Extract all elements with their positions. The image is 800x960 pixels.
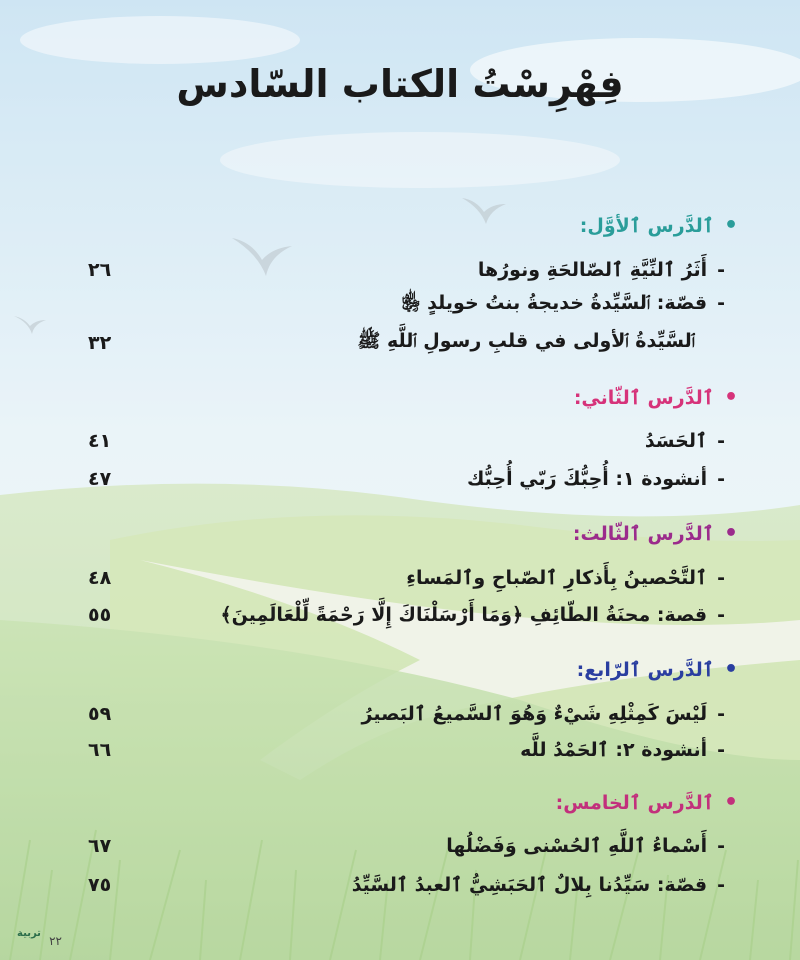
toc-entry[interactable] bbox=[88, 735, 725, 765]
entry-page: ٣٢ bbox=[88, 332, 112, 354]
toc-entry[interactable] bbox=[88, 870, 725, 900]
dash-icon: - bbox=[717, 835, 725, 857]
entry-title: أنشودة ٢: ٱلحَمْدُ للَّه bbox=[520, 739, 708, 761]
entry-page: ٢٦ bbox=[88, 259, 112, 281]
lesson-2-title: ٱلدَّرس ٱلثّاني: bbox=[573, 387, 714, 409]
bullet-icon: • bbox=[723, 790, 738, 815]
lesson-2-heading bbox=[574, 387, 738, 409]
bullet-icon: • bbox=[723, 657, 738, 682]
publisher-logo: تربية bbox=[17, 928, 41, 939]
toc-entry[interactable] bbox=[88, 600, 725, 630]
toc-entry[interactable] bbox=[88, 255, 725, 285]
lesson-4-heading bbox=[577, 659, 738, 681]
entry-page: ٦٧ bbox=[88, 835, 112, 857]
toc-entry[interactable] bbox=[88, 328, 695, 358]
entry-page: ٤٧ bbox=[88, 468, 112, 490]
dash-icon: - bbox=[717, 468, 725, 490]
dash-icon: - bbox=[717, 430, 725, 452]
bullet-icon: • bbox=[723, 521, 738, 546]
entry-page: ٥٥ bbox=[88, 604, 112, 626]
toc-entry[interactable] bbox=[88, 464, 725, 494]
toc-entry[interactable] bbox=[88, 426, 725, 456]
entry-title: قصة: محنَةُ الطّائِفِ ﴿وَمَا أَرْسَلْنَاكَ إِلَّا رَحْمَةً لِّلْعَالَمِينَ﴾ bbox=[220, 604, 708, 626]
bullet-icon: • bbox=[723, 213, 738, 238]
lesson-1-heading bbox=[580, 215, 738, 237]
dash-icon: - bbox=[717, 874, 725, 896]
bullet-icon: • bbox=[723, 385, 738, 410]
lesson-3-heading bbox=[573, 523, 738, 545]
toc-entry[interactable] bbox=[88, 290, 725, 320]
dash-icon: - bbox=[717, 604, 725, 626]
dash-icon: - bbox=[717, 259, 725, 281]
lesson-5-title: ٱلدَّرس ٱلخامس: bbox=[555, 792, 714, 814]
lesson-3-title: ٱلدَّرس ٱلثّالث: bbox=[572, 523, 714, 545]
entry-title: ٱلتَّحْصينُ بِأَذكارِ ٱلصّباحِ وٱلمَساءِ bbox=[406, 567, 708, 589]
toc-entry[interactable] bbox=[88, 699, 725, 729]
page-title: فِهْرِسْتُ الكتاب السّادس bbox=[176, 62, 624, 106]
toc-entry[interactable] bbox=[88, 831, 725, 861]
entry-page: ٤١ bbox=[88, 430, 112, 452]
lesson-4-title: ٱلدَّرس ٱلرّابع: bbox=[576, 659, 714, 681]
entry-page: ٧٥ bbox=[88, 874, 112, 896]
entry-title: قصّة: سَيِّدُنا بِلالٌ ٱلحَبَشِيُّ ٱلعبدُ ٱلسَّيِّدُ bbox=[351, 874, 708, 896]
lesson-1-title: ٱلدَّرس ٱلأوَّل: bbox=[579, 215, 714, 237]
entry-title: ٱلسَّيِّدةُ ٱلأولى في قلبِ رسولِ ٱللَّهِ ﷺ bbox=[357, 330, 695, 352]
entry-page: ٤٨ bbox=[88, 567, 112, 589]
dash-icon: - bbox=[717, 703, 725, 725]
entry-title: أنشودة ١: أُحِبُّكَ رَبّي أُحِبُّك bbox=[466, 468, 708, 490]
entry-title: أَثَرُ ٱلنِّيَّةِ ٱلصّالحَةِ ونورُها bbox=[477, 259, 708, 281]
entry-title: أَسْماءُ ٱللَّهِ ٱلحُسْنى وَفَضْلُها bbox=[446, 835, 708, 857]
entry-title: قصّة: ٱلسَّيِّدةُ خديجةُ بنتُ خويلدٍ ﵂ bbox=[401, 292, 708, 314]
entry-title: ٱلحَسَدُ bbox=[644, 430, 708, 452]
dash-icon: - bbox=[717, 292, 725, 314]
toc-entry[interactable] bbox=[88, 563, 725, 593]
dash-icon: - bbox=[717, 739, 725, 761]
dash-icon: - bbox=[717, 567, 725, 589]
lesson-5-heading bbox=[556, 792, 738, 814]
entry-title: لَيْسَ كَمِثْلِهِ شَيْءٌ وَهُوَ ٱلسَّميعُ ٱلبَصيرُ bbox=[361, 703, 708, 725]
page-number: ٢٢ bbox=[49, 934, 62, 948]
entry-page: ٥٩ bbox=[88, 703, 112, 725]
entry-page: ٦٦ bbox=[88, 739, 112, 761]
